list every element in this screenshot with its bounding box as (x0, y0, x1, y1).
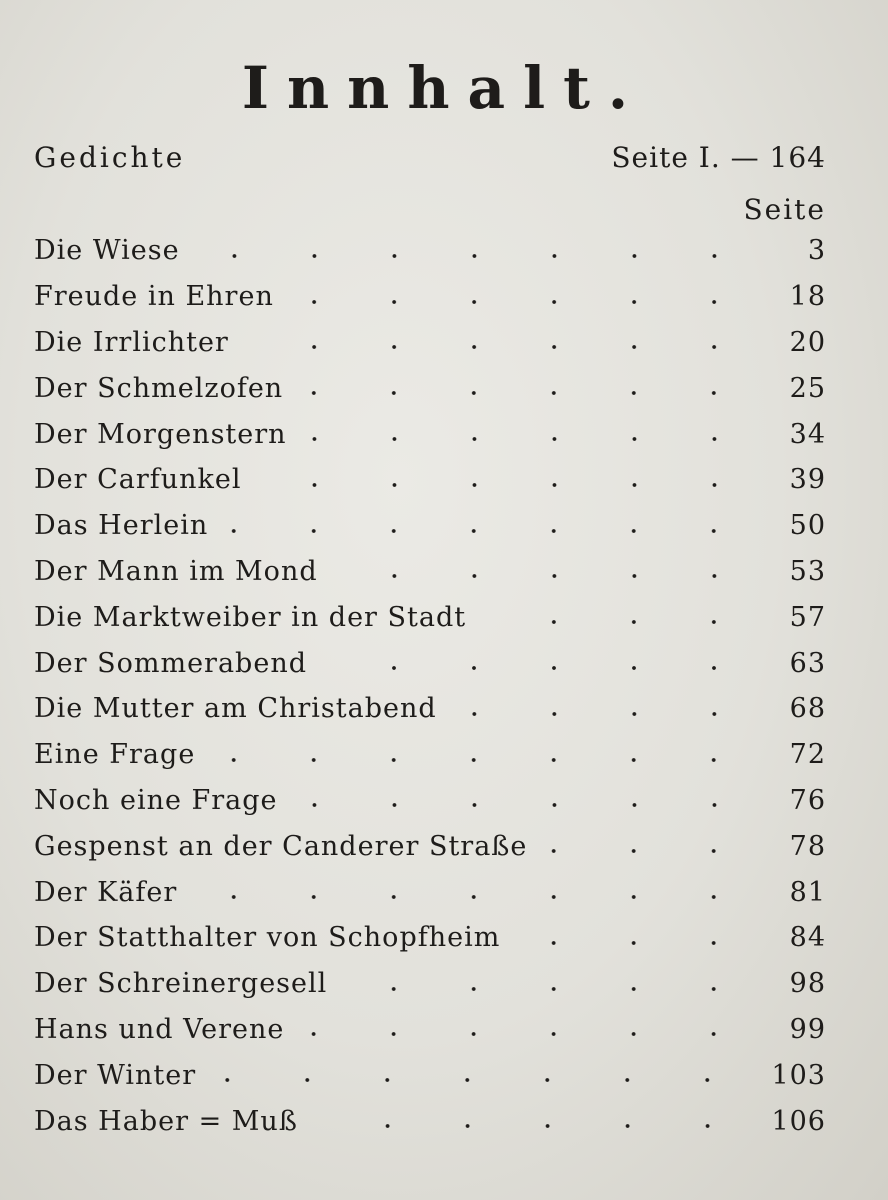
dot-leader (292, 299, 754, 305)
toc-row (34, 228, 826, 274)
toc-row (34, 503, 826, 549)
toc-entry-title: Die Irrlichter (34, 326, 229, 358)
dot-leader (455, 711, 754, 717)
toc-entry-page: 18 (789, 281, 826, 313)
toc-entry-title: Hans und Verene (34, 1013, 285, 1045)
dot-leader (195, 894, 754, 900)
section-row (34, 136, 826, 180)
toc-row (34, 869, 826, 915)
toc-entry-page: 78 (789, 830, 826, 862)
dot-leader (214, 1077, 747, 1083)
toc-row (34, 778, 826, 824)
toc-row (34, 1098, 826, 1144)
toc-entry-page: 68 (789, 693, 826, 725)
dot-leader (336, 573, 754, 579)
toc-entry-page: 81 (789, 876, 826, 908)
toc-entry-page: 57 (789, 601, 826, 633)
dot-leader (518, 940, 754, 946)
toc-entry-page: 98 (789, 968, 826, 1000)
dot-leader (213, 757, 754, 763)
toc-entry-page: 72 (789, 739, 826, 771)
dot-leader (302, 1031, 754, 1037)
dot-leader (305, 436, 754, 442)
dot-leader (260, 482, 754, 488)
dot-leader (198, 253, 754, 259)
toc-row (34, 457, 826, 503)
dot-leader (325, 665, 754, 671)
page-column-heading: Seite (743, 193, 826, 226)
toc-entry-title: Der Schreinergesell (34, 968, 328, 1000)
toc-entry-title: Das Haber = Muß (34, 1105, 298, 1137)
toc-entry-title: Das Herlein (34, 510, 209, 542)
toc-row (34, 640, 826, 686)
section-page-range: Seite I. — 164 (611, 141, 826, 174)
toc-row (34, 1052, 826, 1098)
toc-row (34, 915, 826, 961)
toc-entry-title: Eine Frage (34, 739, 196, 771)
toc-row (34, 594, 826, 640)
toc-row (34, 961, 826, 1007)
dot-leader (345, 986, 754, 992)
toc-row (34, 823, 826, 869)
dot-leader (247, 344, 754, 350)
section-label: Gedichte (34, 141, 186, 174)
toc-row (34, 686, 826, 732)
toc-entry-page: 76 (789, 784, 826, 816)
toc-entry-title: Der Morgenstern (34, 418, 287, 450)
toc-entry-title: Die Marktweiber in der Stadt (34, 601, 467, 633)
toc-entry-page: 53 (789, 555, 826, 587)
toc-entry-page: 39 (789, 464, 826, 496)
dot-leader (484, 619, 754, 625)
toc-entry-page: 20 (789, 326, 826, 358)
toc-entry-title: Der Schmelzofen (34, 372, 284, 404)
toc-entry-title: Der Mann im Mond (34, 555, 318, 587)
toc-entry-title: Der Carfunkel (34, 464, 242, 496)
dot-leader (316, 1123, 748, 1129)
toc-entry-page: 63 (789, 647, 826, 679)
page-title: Innhalt. (241, 54, 647, 122)
toc-row (34, 549, 826, 595)
toc-entry-title: Der Käfer (34, 876, 178, 908)
toc-entry-page: 84 (789, 922, 826, 954)
toc-entry-title: Noch eine Frage (34, 784, 278, 816)
toc-entry-title: Freude in Ehren (34, 281, 274, 313)
toc-row (34, 1007, 826, 1053)
toc-entry-title: Gespenst an der Canderer Straße (34, 830, 528, 862)
dot-leader (301, 390, 754, 396)
toc-entry-page: 3 (807, 235, 826, 267)
table-of-contents (34, 228, 826, 1144)
dot-leader (226, 528, 754, 534)
toc-entry-page: 50 (789, 510, 826, 542)
toc-entry-title: Der Statthalter von Schopfheim (34, 922, 501, 954)
toc-entry-title: Der Sommerabend (34, 647, 307, 679)
toc-entry-title: Der Winter (34, 1059, 197, 1091)
toc-row (34, 411, 826, 457)
toc-row (34, 732, 826, 778)
toc-entry-page: 103 (771, 1059, 826, 1091)
toc-entry-page: 99 (789, 1013, 826, 1045)
toc-entry-page: 34 (789, 418, 826, 450)
toc-row (34, 320, 826, 366)
toc-entry-title: Die Wiese (34, 235, 180, 267)
toc-entry-title: Die Mutter am Christabend (34, 693, 437, 725)
toc-row (34, 365, 826, 411)
dot-leader (296, 802, 754, 808)
toc-entry-page: 106 (771, 1105, 826, 1137)
dot-leader (545, 848, 754, 854)
toc-row (34, 274, 826, 320)
toc-entry-page: 25 (789, 372, 826, 404)
